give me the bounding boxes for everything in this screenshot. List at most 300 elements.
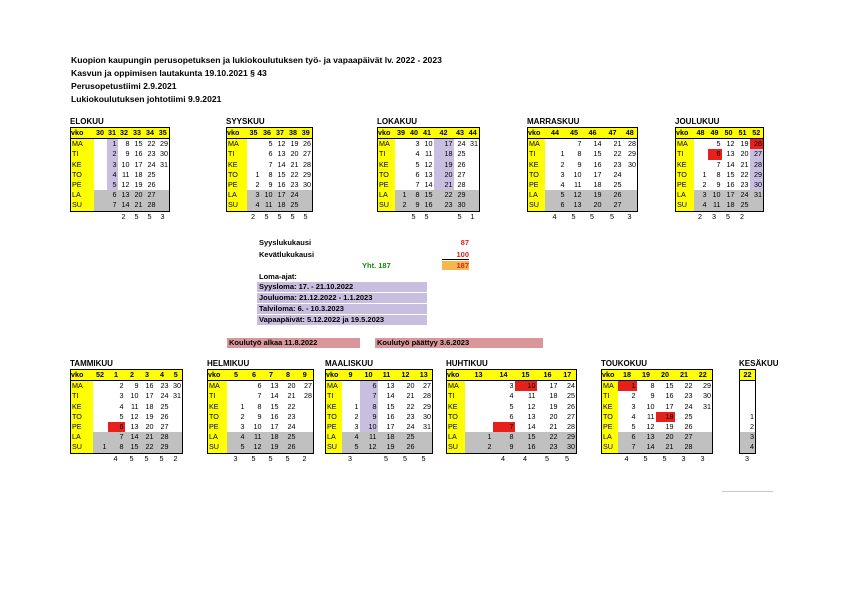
weekday-label: TO	[602, 412, 618, 422]
day-cell: 1	[240, 401, 245, 411]
day-cell: 10	[121, 159, 130, 169]
day-cell: 23	[406, 411, 415, 421]
day-cell	[342, 381, 360, 392]
day-cell	[157, 180, 170, 190]
day-cell: 8	[108, 442, 125, 453]
month-calendar	[675, 116, 764, 222]
day-cell: 30	[173, 381, 181, 391]
day-cell	[93, 381, 108, 392]
day-cell: 13	[277, 149, 286, 159]
weekday-label: MA	[676, 139, 694, 150]
day-cell: 3	[247, 190, 261, 200]
workday-count: 5	[403, 453, 407, 463]
day-cell: 18	[434, 149, 454, 159]
day-cell: 13	[637, 432, 656, 442]
week-number: 48	[623, 128, 638, 139]
weekday-label: LA	[227, 190, 247, 200]
day-cell: 31	[173, 391, 181, 401]
workday-counts	[446, 454, 577, 464]
day-cell: 27	[457, 169, 466, 179]
week-number: 41	[421, 128, 434, 139]
week-label: vko	[528, 128, 545, 139]
day-cell: 3	[740, 432, 756, 442]
day-cell: 22	[434, 190, 454, 200]
day-cell: 27	[160, 422, 169, 432]
day-cell	[94, 170, 107, 180]
day-cell	[93, 402, 108, 412]
day-cell	[297, 432, 314, 442]
weekday-label: TI	[208, 391, 227, 401]
day-cell: 21	[434, 180, 454, 190]
day-cell: 19	[549, 401, 558, 411]
day-cell: 7	[493, 422, 515, 432]
day-cell: 17	[549, 381, 558, 391]
day-cell: 8	[716, 169, 721, 179]
day-cell: 21	[656, 442, 675, 453]
day-cell: 30	[454, 200, 467, 211]
day-cell: 11	[708, 200, 722, 211]
day-cell: 25	[613, 180, 622, 190]
day-cell: 5	[227, 442, 246, 453]
day-cell: 6	[268, 149, 273, 159]
day-cell: 5	[415, 159, 420, 169]
day-cell: 28	[155, 432, 170, 442]
week-number: 3	[140, 370, 155, 381]
day-cell: 30	[750, 180, 764, 190]
day-cell: 19	[583, 190, 603, 200]
weekday-label: PE	[602, 422, 618, 432]
week-number: 37	[274, 128, 287, 139]
weekday-label: TI	[378, 149, 395, 159]
day-cell: 16	[270, 411, 279, 421]
day-cell: 7	[618, 442, 637, 453]
day-cell: 6	[108, 422, 125, 432]
day-cell	[465, 422, 493, 432]
day-cell	[623, 170, 638, 180]
week-number: 48	[694, 128, 708, 139]
day-cell	[467, 170, 480, 180]
weekday-label: LA	[378, 190, 395, 200]
day-cell: 15	[386, 401, 395, 411]
spring-term-days: 100	[442, 250, 469, 260]
day-cell	[740, 391, 756, 401]
day-cell: 18	[722, 200, 736, 211]
day-cell	[694, 149, 708, 159]
day-cell	[342, 391, 360, 401]
day-cell: 19	[665, 422, 674, 432]
workday-count: 5	[610, 211, 614, 221]
day-cell	[623, 190, 638, 200]
day-cell: 13	[270, 381, 279, 391]
weekday-label: KE	[71, 402, 93, 412]
day-cell: 16	[421, 200, 434, 211]
weekday-label: LA	[602, 432, 618, 442]
day-cell: 28	[750, 160, 764, 170]
day-cell: 16	[665, 391, 674, 401]
day-cell	[93, 422, 108, 432]
day-cell: 8	[360, 402, 378, 412]
weekday-label: KE	[676, 160, 694, 170]
weekday-label: TO	[326, 412, 342, 422]
day-cell: 30	[160, 149, 168, 159]
day-cell: 8	[577, 149, 582, 159]
day-cell: 5	[631, 422, 636, 432]
workday-count: 5	[268, 453, 273, 463]
day-cell: 19	[290, 139, 299, 149]
week-number: 9	[342, 370, 360, 381]
workday-count: 5	[277, 211, 282, 221]
weekday-label: MA	[378, 139, 395, 150]
day-cell: 9	[125, 149, 130, 159]
week-number: 39	[300, 128, 313, 139]
weekday-label: PE	[326, 422, 342, 432]
day-cell: 5	[716, 139, 721, 149]
day-cell: 3	[560, 169, 565, 179]
day-cell: 21	[613, 139, 622, 149]
day-cell: 28	[303, 159, 311, 169]
day-cell: 1	[618, 381, 637, 392]
day-cell: 30	[303, 180, 311, 190]
day-cell: 25	[396, 432, 416, 442]
day-cell: 20	[406, 381, 415, 391]
day-cell: 12	[566, 190, 583, 200]
day-cell	[297, 442, 314, 453]
week-number: 13	[465, 370, 493, 381]
week-number: 52	[93, 370, 108, 381]
week-number: 43	[454, 128, 467, 139]
day-cell: 3	[119, 391, 124, 401]
day-cell: 2	[631, 391, 636, 401]
weekday-label: TI	[528, 149, 545, 159]
workday-count: 2	[121, 211, 126, 221]
day-cell: 8	[408, 190, 421, 200]
workday-count: 3	[745, 453, 749, 463]
header-line-2: Kasvun ja oppimisen lautakunta 19.10.2021 § 43	[71, 68, 267, 78]
day-cell: 21	[131, 200, 144, 211]
day-cell: 30	[703, 391, 711, 401]
day-cell: 19	[434, 160, 454, 170]
workday-count: 2	[173, 453, 178, 463]
week-number: 16	[537, 370, 559, 381]
day-cell: 16	[145, 381, 154, 391]
day-cell: 9	[134, 381, 139, 391]
weekday-label: MA	[447, 381, 465, 392]
day-cell: 4	[227, 432, 246, 442]
weekday-label: PE	[227, 180, 247, 190]
day-cell: 30	[559, 442, 577, 453]
day-cell: 26	[750, 139, 764, 150]
weekday-label: TO	[71, 170, 94, 180]
workday-count: 5	[384, 453, 388, 463]
day-cell: 7	[268, 159, 273, 169]
weekday-label: TI	[71, 391, 93, 401]
day-cell: 23	[613, 159, 622, 169]
workday-count: 4	[501, 453, 505, 463]
day-cell	[297, 402, 314, 412]
week-number: 47	[603, 128, 623, 139]
day-cell: 13	[118, 190, 131, 200]
week-number: 38	[287, 128, 300, 139]
day-cell: 26	[280, 442, 297, 453]
day-cell: 6	[415, 169, 420, 179]
weekday-label: TO	[71, 412, 93, 422]
day-cell	[170, 442, 183, 453]
day-cell	[247, 139, 261, 150]
day-cell	[170, 412, 183, 422]
day-cell: 22	[613, 149, 622, 159]
day-cell: 17	[145, 391, 154, 401]
weekday-label: LA	[528, 190, 545, 200]
workday-count: 5	[421, 453, 426, 463]
day-cell: 11	[574, 180, 582, 190]
christmas-break: Jouluoma: 21.12.2022 - 1.1.2023	[257, 293, 427, 303]
month-name: TOUKOKUU	[601, 359, 648, 368]
day-cell	[157, 190, 170, 200]
day-cell: 28	[423, 391, 431, 401]
day-cell: 3	[240, 422, 245, 432]
day-cell: 3	[107, 160, 118, 170]
weekday-label: PE	[447, 422, 465, 432]
month-calendar	[377, 116, 480, 222]
day-cell	[465, 402, 493, 412]
weekday-label: KE	[528, 160, 545, 170]
day-cell: 14	[270, 391, 279, 401]
day-cell: 24	[736, 190, 750, 200]
day-cell	[465, 391, 493, 401]
day-cell	[170, 422, 183, 432]
weekday-label: LA	[447, 432, 465, 442]
month-name: TAMMIKUU	[70, 359, 113, 368]
day-cell: 13	[527, 411, 536, 421]
workday-count: 2	[302, 453, 307, 463]
day-cell	[94, 200, 107, 211]
day-cell: 27	[303, 149, 311, 159]
day-cell	[467, 149, 480, 159]
day-cell	[227, 391, 246, 401]
week-number: 4	[155, 370, 170, 381]
week-number: 31	[108, 128, 116, 138]
day-cell: 2	[465, 442, 493, 453]
workday-count: 2	[251, 211, 255, 221]
day-cell: 15	[593, 149, 602, 159]
day-cell: 26	[684, 422, 693, 432]
week-number: 44	[545, 128, 566, 139]
days-off: Vapaapäivät: 5.12.2022 ja 19.5.2023	[257, 315, 427, 325]
weekday-label: SU	[447, 442, 465, 453]
day-cell: 25	[287, 200, 300, 211]
weekday-label: TO	[378, 170, 395, 180]
day-cell: 12	[646, 422, 655, 432]
day-cell: 24	[147, 159, 156, 169]
day-cell: 8	[125, 139, 130, 149]
day-cell: 18	[274, 200, 287, 211]
day-cell: 14	[637, 442, 656, 453]
day-cell: 8	[268, 169, 273, 179]
workday-count: 2	[740, 211, 744, 221]
day-cell: 6	[618, 432, 637, 442]
weekday-label: LA	[676, 190, 694, 200]
day-cell: 1	[750, 411, 754, 421]
week-number: 34	[144, 128, 157, 139]
week-number: 19	[637, 370, 656, 381]
day-cell: 22	[406, 401, 415, 411]
day-cell: 21	[290, 159, 299, 169]
month-name: SYYSKUU	[226, 117, 265, 126]
day-cell: 23	[287, 411, 296, 421]
winter-break: Talviloma: 6. - 10.3.2023	[257, 304, 427, 314]
day-cell: 3	[631, 401, 636, 411]
week-number: 36	[261, 128, 274, 139]
weekday-label: TO	[676, 170, 694, 180]
month-calendar	[446, 358, 577, 464]
school-start: Koulutyö alkaa 11.8.2022	[227, 338, 360, 348]
week-number: 18	[618, 370, 637, 381]
week-label: vko	[71, 370, 93, 381]
day-cell: 5	[545, 190, 566, 200]
day-cell: 2	[395, 200, 408, 211]
weekday-label: MA	[208, 381, 227, 392]
day-cell: 3	[415, 139, 420, 149]
day-cell: 25	[567, 391, 575, 401]
day-cell: 12	[130, 411, 139, 421]
week-number: 45	[566, 128, 583, 139]
workday-count: 5	[411, 211, 416, 221]
workday-counts	[527, 212, 638, 222]
week-label: vko	[676, 128, 694, 139]
day-cell: 22	[537, 432, 559, 442]
weekday-label: TI	[71, 149, 94, 159]
day-cell: 20	[287, 381, 296, 391]
weekday-label: KE	[602, 402, 618, 412]
week-label: vko	[208, 370, 227, 381]
day-cell: 26	[303, 139, 311, 149]
weekday-label: PE	[71, 180, 94, 190]
day-cell: 6	[509, 411, 514, 421]
day-cell	[467, 180, 480, 190]
day-cell: 10	[130, 391, 139, 401]
weekday-label: TI	[676, 149, 694, 159]
week-number: 50	[722, 128, 736, 139]
week-label: vko	[602, 370, 618, 381]
weekday-label: KE	[378, 160, 395, 170]
day-cell: 22	[740, 169, 749, 179]
day-cell: 29	[303, 169, 311, 179]
day-cell	[300, 190, 313, 200]
day-cell: 19	[378, 442, 396, 453]
day-cell: 19	[740, 139, 749, 149]
day-cell: 20	[740, 149, 749, 159]
day-cell: 15	[665, 381, 674, 391]
week-number: 22	[740, 370, 756, 381]
day-cell: 17	[434, 139, 454, 150]
day-cell	[227, 381, 246, 392]
day-cell: 4	[415, 149, 420, 159]
weekday-label: KE	[227, 160, 247, 170]
weekday-label: SU	[208, 442, 227, 453]
day-cell: 11	[246, 432, 263, 442]
day-cell	[416, 432, 433, 442]
day-cell: 12	[424, 159, 433, 169]
workday-counts	[739, 454, 779, 464]
day-cell: 18	[593, 180, 602, 190]
day-cell: 5	[119, 411, 124, 421]
day-cell: 17	[722, 190, 736, 200]
day-cell: 12	[360, 442, 378, 453]
day-cell: 28	[304, 391, 312, 401]
day-cell: 9	[408, 200, 421, 211]
divider-line	[722, 491, 773, 492]
day-cell: 29	[628, 149, 636, 159]
weekday-label: MA	[528, 139, 545, 150]
day-cell: 15	[421, 190, 434, 200]
month-name: JOULUKUU	[675, 117, 720, 126]
day-cell: 29	[160, 139, 168, 149]
month-calendar	[207, 358, 314, 464]
week-number: 42	[434, 128, 454, 139]
day-cell: 5	[342, 442, 360, 453]
fall-term-days: 87	[460, 238, 469, 247]
header-title: Kuopion kaupungin perusopetuksen ja lukiokoulutuksen työ- ja vapaapäivät lv. 2022 - 2023	[71, 55, 442, 65]
fall-term-label: Syyslukukausi	[259, 238, 312, 247]
day-cell: 31	[160, 159, 168, 169]
day-cell: 16	[726, 180, 735, 190]
day-cell: 9	[716, 180, 721, 190]
day-cell: 1	[93, 442, 108, 453]
day-cell: 4	[694, 200, 708, 211]
day-cell: 23	[147, 149, 156, 159]
day-cell: 8	[257, 401, 262, 411]
day-cell: 17	[270, 422, 279, 432]
day-cell: 18	[263, 432, 280, 442]
week-number: 52	[750, 128, 764, 139]
week-number: 46	[583, 128, 603, 139]
day-cell: 2	[107, 149, 118, 159]
week-number: 30	[94, 128, 107, 139]
day-cell: 24	[406, 422, 415, 432]
day-cell	[157, 170, 170, 180]
day-cell: 26	[396, 442, 416, 453]
day-cell: 28	[144, 200, 157, 211]
day-cell	[93, 412, 108, 422]
day-cell: 24	[684, 401, 693, 411]
holidays-title: Loma-ajat:	[259, 272, 297, 281]
day-cell	[93, 391, 108, 401]
weekday-label: TI	[326, 391, 342, 401]
day-cell: 3	[354, 422, 359, 432]
week-number: 13	[416, 370, 433, 381]
weekday-label: MA	[326, 381, 342, 392]
day-cell: 23	[160, 381, 169, 391]
weekday-label: SU	[326, 442, 342, 453]
month-name: MARRASKUU	[527, 117, 580, 126]
day-cell: 18	[145, 401, 154, 411]
weekday-label: MA	[71, 139, 94, 150]
workday-count: 1	[470, 211, 475, 221]
workday-count: 3	[700, 453, 705, 463]
day-cell: 7	[716, 159, 721, 169]
day-cell: 2	[702, 180, 707, 190]
day-cell: 7	[108, 432, 125, 442]
week-number: 2	[125, 370, 140, 381]
day-cell	[297, 422, 314, 432]
day-cell: 2	[560, 159, 565, 169]
day-cell: 14	[386, 391, 395, 401]
day-cell: 27	[750, 149, 764, 159]
week-number: 17	[559, 370, 577, 381]
day-cell: 4	[509, 391, 514, 401]
week-number: 11	[378, 370, 396, 381]
day-cell: 21	[740, 159, 749, 169]
